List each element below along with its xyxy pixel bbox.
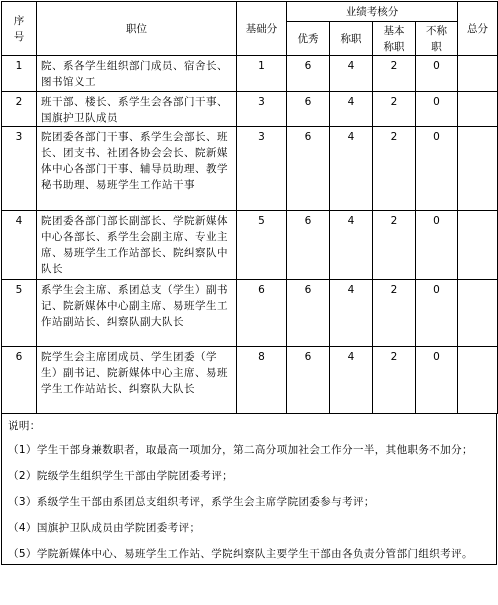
table-row bbox=[2, 56, 498, 92]
table-row bbox=[2, 127, 498, 211]
table-row bbox=[2, 280, 498, 347]
row-basic: 2 bbox=[373, 56, 416, 92]
row-basic: 2 bbox=[373, 211, 416, 280]
table-row bbox=[2, 211, 498, 280]
row-position: 院学生会主席团成员、学生团委（学生）副书记、院新媒体中心主席、易班学生工作站站长、纠察队大队长 bbox=[37, 347, 237, 414]
row-competent: 4 bbox=[330, 211, 373, 280]
row-excellent: 6 bbox=[287, 92, 330, 127]
row-base: 5 bbox=[237, 211, 287, 280]
header-competent: 称职 bbox=[330, 22, 373, 56]
row-base: 3 bbox=[237, 92, 287, 127]
table-row bbox=[2, 347, 498, 414]
row-total bbox=[458, 280, 498, 347]
row-total bbox=[458, 127, 498, 211]
row-base: 1 bbox=[237, 56, 287, 92]
document-page bbox=[1, 1, 497, 603]
row-total bbox=[458, 211, 498, 280]
row-excellent: 6 bbox=[287, 347, 330, 414]
row-basic: 2 bbox=[373, 127, 416, 211]
header-excellent: 优秀 bbox=[287, 22, 330, 56]
header-performance: 业绩考核分 bbox=[287, 2, 458, 22]
row-position: 系学生会主席、系团总支（学生）副书记、院新媒体中心副主席、易班学生工作站副站长、纠察队副大队长 bbox=[37, 280, 237, 347]
note-item: （4）国旗护卫队成员由学院团委考评； bbox=[8, 522, 201, 534]
row-incompetent: 0 bbox=[416, 127, 458, 211]
note-item: （2）院级学生组织学生干部由学院团委考评； bbox=[8, 470, 234, 482]
row-excellent: 6 bbox=[287, 211, 330, 280]
row-excellent: 6 bbox=[287, 127, 330, 211]
header-basic-competent: 基本称职 bbox=[373, 22, 416, 56]
note-item: （1）学生干部身兼数职者，取最高一项加分，第二高分项加社会工作分一半，其他职务不加分； bbox=[8, 444, 473, 456]
notes-section bbox=[1, 414, 497, 565]
row-seq: 3 bbox=[2, 127, 37, 211]
row-incompetent: 0 bbox=[416, 56, 458, 92]
note-item: （3）系级学生干部由系团总支组织考评，系学生会主席学院团委参与考评； bbox=[8, 496, 375, 508]
row-competent: 4 bbox=[330, 280, 373, 347]
table-row bbox=[2, 92, 498, 127]
row-total bbox=[458, 56, 498, 92]
row-position: 院团委各部门部长副部长、学院新媒体中心各部长、系学生会副主席、专业主席、易班学生工作站部长、院纠察队中队长 bbox=[37, 211, 237, 280]
header-position: 职位 bbox=[37, 2, 237, 56]
header-incompetent: 不称职 bbox=[416, 22, 458, 56]
row-position: 班干部、楼长、系学生会各部门干事、国旗护卫队成员 bbox=[37, 92, 237, 127]
row-seq: 6 bbox=[2, 347, 37, 414]
row-position: 院、系各学生组织部门成员、宿舍长、图书馆义工 bbox=[37, 56, 237, 92]
row-basic: 2 bbox=[373, 280, 416, 347]
row-incompetent: 0 bbox=[416, 211, 458, 280]
row-seq: 2 bbox=[2, 92, 37, 127]
note-item: （5）学院新媒体中心、易班学生工作站、学院纠察队主要学生干部由各负责分管部门组织考评。 bbox=[8, 548, 473, 560]
row-seq: 5 bbox=[2, 280, 37, 347]
row-basic: 2 bbox=[373, 92, 416, 127]
row-position: 院团委各部门干事、系学生会部长、班长、团支书、社团各协会会长、院新媒体中心各部门干事、辅导员助理、教学秘书助理、易班学生工作站干事 bbox=[37, 127, 237, 211]
row-competent: 4 bbox=[330, 347, 373, 414]
row-incompetent: 0 bbox=[416, 92, 458, 127]
header-total: 总分 bbox=[458, 2, 498, 56]
row-seq: 1 bbox=[2, 56, 37, 92]
row-total bbox=[458, 92, 498, 127]
row-excellent: 6 bbox=[287, 280, 330, 347]
row-seq: 4 bbox=[2, 211, 37, 280]
row-base: 6 bbox=[237, 280, 287, 347]
header-base-score: 基础分 bbox=[237, 2, 287, 56]
row-excellent: 6 bbox=[287, 56, 330, 92]
row-competent: 4 bbox=[330, 56, 373, 92]
row-basic: 2 bbox=[373, 347, 416, 414]
scoring-table bbox=[1, 1, 498, 414]
row-incompetent: 0 bbox=[416, 280, 458, 347]
row-total bbox=[458, 347, 498, 414]
notes-title: 说明： bbox=[8, 420, 41, 432]
row-base: 8 bbox=[237, 347, 287, 414]
row-base: 3 bbox=[237, 127, 287, 211]
row-competent: 4 bbox=[330, 127, 373, 211]
row-incompetent: 0 bbox=[416, 347, 458, 414]
header-seq: 序号 bbox=[2, 2, 37, 56]
row-competent: 4 bbox=[330, 92, 373, 127]
